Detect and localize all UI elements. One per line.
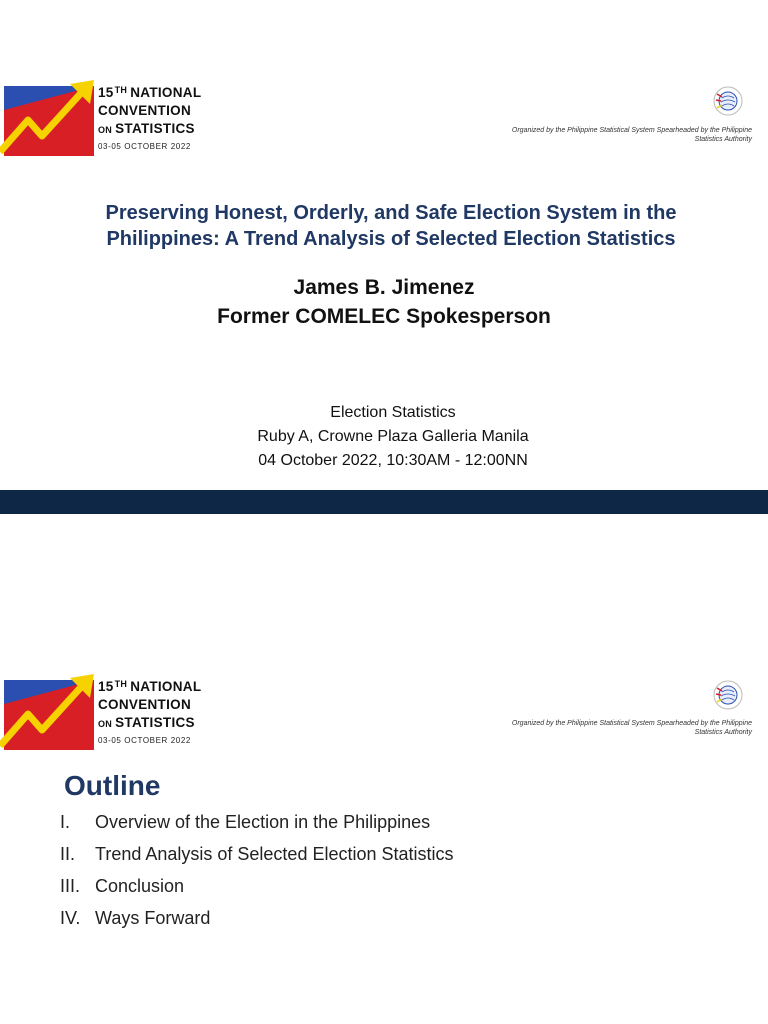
author-role: Former COMELEC Spokesperson (217, 305, 551, 328)
event-datetime: 04 October 2022, 10:30AM - 12:00NN (258, 452, 528, 469)
convention-logo (0, 674, 230, 754)
brand-line-2: CONVENTION (98, 697, 192, 712)
organizer-note: Organized by the Philippine Statistical System Spearheaded by the Philippine Statistics Authority (511, 720, 752, 737)
pss-seal-icon (713, 680, 743, 710)
outline-list (60, 812, 740, 940)
presentation-title (14, 200, 768, 252)
list-item-number: II. (60, 844, 76, 864)
list-item-text: Ways Forward (95, 908, 211, 928)
pss-seal-icon (713, 86, 743, 116)
brand-line-2: CONVENTION (98, 103, 192, 118)
list-item (60, 844, 740, 876)
list-item-number: IV. (60, 908, 81, 928)
organizer-note: Organized by the Philippine Statistical System Spearheaded by the Philippine Statistics Authority (511, 127, 752, 144)
list-item (60, 812, 740, 844)
slide-gap (0, 514, 768, 594)
slide-divider-band (0, 490, 768, 514)
session-name: Election Statistics (330, 404, 456, 421)
list-item-text: Overview of the Election in the Philippines (95, 812, 431, 832)
brand-line-3: ON STATISTICS (98, 715, 195, 730)
title-line-1: Preserving Honest, Orderly, and Safe Election System in the (105, 202, 677, 224)
list-item-text: Trend Analysis of Selected Election Statistics (95, 844, 454, 864)
brand-date: 03-05 OCTOBER 2022 (98, 142, 191, 151)
author-name: James B. Jimenez (293, 276, 475, 299)
brand-line-3: ON STATISTICS (98, 121, 195, 136)
title-slide (0, 0, 768, 490)
brand-line-1: 15TH NATIONAL (98, 679, 202, 694)
outline-heading: Outline (64, 770, 161, 801)
list-item (60, 908, 740, 940)
convention-mark-icon (0, 674, 100, 752)
list-item-number: I. (60, 812, 71, 832)
convention-mark-icon (0, 80, 100, 158)
list-item (60, 876, 740, 908)
outline-slide (0, 594, 768, 1024)
brand-line-1: 15TH NATIONAL (98, 85, 202, 100)
convention-logo (0, 80, 230, 160)
list-item-number: III. (60, 876, 81, 896)
list-item-text: Conclusion (95, 876, 185, 896)
brand-date: 03-05 OCTOBER 2022 (98, 736, 191, 745)
title-line-2: Philippines: A Trend Analysis of Selected Election Statistics (106, 228, 676, 250)
venue: Ruby A, Crowne Plaza Galleria Manila (257, 428, 529, 445)
